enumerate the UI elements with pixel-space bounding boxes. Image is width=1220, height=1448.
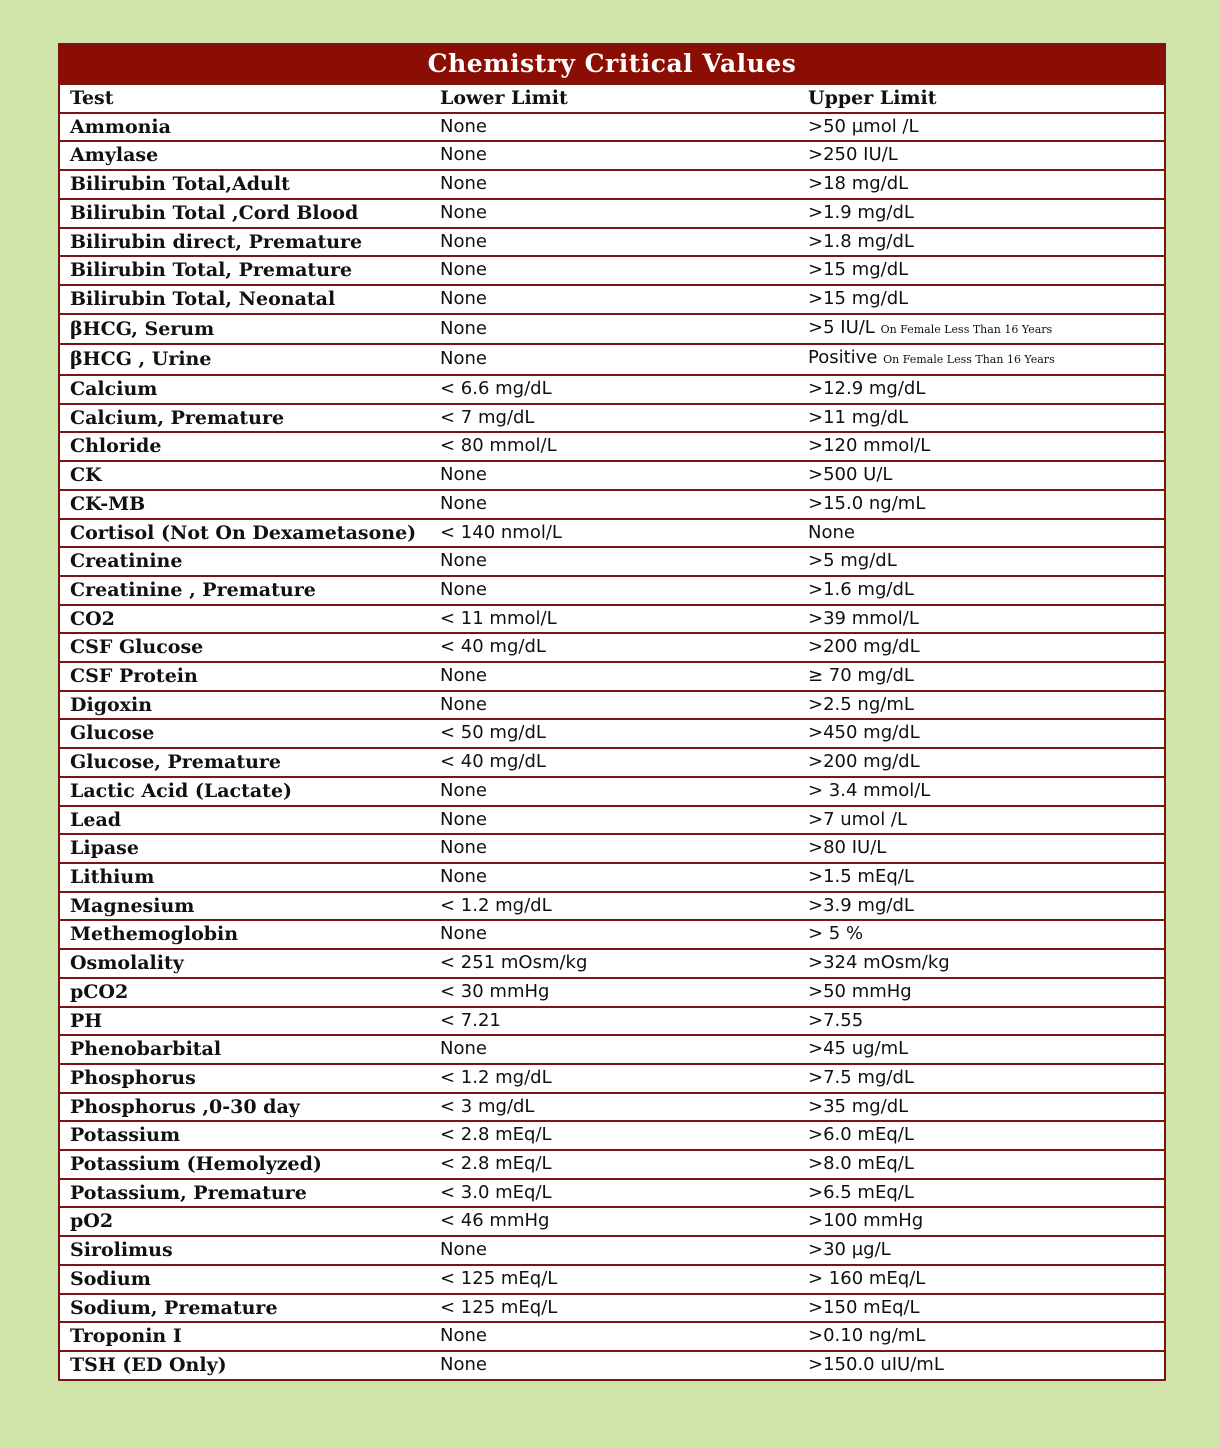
table-row	[60, 1007, 1164, 1036]
upper-limit-cell	[798, 633, 1164, 662]
lower-limit-cell: None	[430, 806, 798, 835]
table-row	[60, 863, 1164, 892]
lower-limit-cell: None	[430, 777, 798, 806]
upper-limit-cell	[798, 1179, 1164, 1208]
upper-limit-value: >7 umol /L	[808, 808, 908, 830]
lower-limit-cell: < 3.0 mEq/L	[430, 1179, 798, 1208]
lower-limit-cell: None	[430, 547, 798, 576]
upper-limit-value: > 5 %	[808, 923, 864, 945]
lower-limit-cell: None	[430, 1035, 798, 1064]
upper-limit-cell	[798, 719, 1164, 748]
lower-limit-cell: None	[430, 113, 798, 142]
lower-limit-cell: None	[430, 1322, 798, 1351]
table-row	[60, 344, 1164, 375]
upper-limit-cell	[798, 344, 1164, 375]
upper-limit-value: >15.0 ng/mL	[808, 492, 926, 514]
table-row	[60, 1093, 1164, 1122]
lower-limit-cell: None	[430, 170, 798, 199]
upper-limit-value: >35 mg/dL	[808, 1095, 909, 1117]
upper-limit-value: >2.5 ng/mL	[808, 693, 914, 715]
lower-limit-cell: None	[430, 1236, 798, 1265]
lower-limit-cell: None	[430, 228, 798, 257]
table-row	[60, 285, 1164, 314]
upper-limit-cell	[798, 1064, 1164, 1093]
test-name-cell: Potassium, Premature	[60, 1179, 430, 1208]
column-header-test: Test	[60, 84, 430, 113]
table-row	[60, 1207, 1164, 1236]
table-row	[60, 547, 1164, 576]
test-name-cell: Chloride	[60, 432, 430, 461]
test-name-cell: Glucose	[60, 719, 430, 748]
table-title: Chemistry Critical Values	[60, 45, 1164, 83]
upper-limit-value: >6.0 mEq/L	[808, 1124, 914, 1146]
upper-limit-cell	[798, 949, 1164, 978]
test-name-cell: TSH (ED Only)	[60, 1351, 430, 1379]
critical-values-sheet	[58, 43, 1166, 1381]
lower-limit-cell: None	[430, 691, 798, 720]
upper-limit-cell	[798, 1351, 1164, 1379]
table-row	[60, 662, 1164, 691]
test-name-cell: Calcium, Premature	[60, 404, 430, 433]
lower-limit-cell: < 40 mg/dL	[430, 633, 798, 662]
test-name-cell: PH	[60, 1007, 430, 1036]
upper-limit-cell	[798, 1265, 1164, 1294]
lower-limit-cell: < 11 mmol/L	[430, 605, 798, 634]
test-name-cell: Osmolality	[60, 949, 430, 978]
table-row	[60, 605, 1164, 634]
upper-limit-value: ≥ 70 mg/dL	[808, 665, 914, 687]
table-row	[60, 978, 1164, 1007]
lower-limit-cell: < 46 mmHg	[430, 1207, 798, 1236]
table-row	[60, 1236, 1164, 1265]
table-row	[60, 1265, 1164, 1294]
test-name-cell: Sodium	[60, 1265, 430, 1294]
lower-limit-cell: < 125 mEq/L	[430, 1265, 798, 1294]
upper-limit-value: >500 U/L	[808, 464, 893, 486]
upper-limit-value: >5 mg/dL	[808, 550, 897, 572]
lower-limit-cell: < 140 nmol/L	[430, 519, 798, 548]
upper-limit-value: >150 mEq/L	[808, 1296, 920, 1318]
table-row	[60, 199, 1164, 228]
test-name-cell: Digoxin	[60, 691, 430, 720]
table-row	[60, 1179, 1164, 1208]
test-name-cell: Troponin I	[60, 1322, 430, 1351]
test-name-cell: Magnesium	[60, 892, 430, 921]
test-name-cell: pO2	[60, 1207, 430, 1236]
upper-limit-cell	[798, 978, 1164, 1007]
test-name-cell: Lead	[60, 806, 430, 835]
test-name-cell: βHCG , Urine	[60, 344, 430, 375]
table-row	[60, 576, 1164, 605]
lower-limit-cell: < 50 mg/dL	[430, 719, 798, 748]
table-row	[60, 228, 1164, 257]
upper-limit-value: >30 µg/L	[808, 1239, 891, 1261]
upper-limit-cell	[798, 375, 1164, 404]
table-row	[60, 1035, 1164, 1064]
test-name-cell: Bilirubin Total, Premature	[60, 256, 430, 285]
lower-limit-cell: < 40 mg/dL	[430, 748, 798, 777]
test-name-cell: CO2	[60, 605, 430, 634]
table-row	[60, 1294, 1164, 1323]
lower-limit-cell: None	[430, 199, 798, 228]
upper-limit-cell	[798, 748, 1164, 777]
test-name-cell: Methemoglobin	[60, 920, 430, 949]
upper-limit-value: Positive	[808, 347, 878, 369]
upper-limit-cell	[798, 490, 1164, 519]
upper-limit-cell	[798, 314, 1164, 345]
table-row	[60, 404, 1164, 433]
lower-limit-cell: < 80 mmol/L	[430, 432, 798, 461]
upper-limit-value: >7.5 mg/dL	[808, 1066, 914, 1088]
upper-limit-cell	[798, 777, 1164, 806]
upper-limit-cell	[798, 519, 1164, 548]
test-name-cell: Ammonia	[60, 113, 430, 142]
upper-limit-value: >450 mg/dL	[808, 722, 920, 744]
upper-limit-cell	[798, 806, 1164, 835]
upper-limit-value: >200 mg/dL	[808, 636, 920, 658]
upper-limit-cell	[798, 834, 1164, 863]
upper-limit-cell	[798, 662, 1164, 691]
table-row	[60, 633, 1164, 662]
lower-limit-cell: None	[430, 285, 798, 314]
test-name-cell: Lipase	[60, 834, 430, 863]
test-name-cell: Creatinine	[60, 547, 430, 576]
table-row	[60, 806, 1164, 835]
lower-limit-cell: None	[430, 344, 798, 375]
upper-limit-cell	[798, 605, 1164, 634]
test-name-cell: Phosphorus	[60, 1064, 430, 1093]
upper-limit-value: >11 mg/dL	[808, 406, 909, 428]
upper-limit-cell	[798, 256, 1164, 285]
upper-limit-value: >12.9 mg/dL	[808, 378, 926, 400]
test-name-cell: pCO2	[60, 978, 430, 1007]
upper-limit-value: >39 mmol/L	[808, 607, 919, 629]
table-row	[60, 1121, 1164, 1150]
lower-limit-cell: < 2.8 mEq/L	[430, 1150, 798, 1179]
test-name-cell: CK	[60, 461, 430, 490]
lower-limit-cell: < 1.2 mg/dL	[430, 1064, 798, 1093]
test-name-cell: Amylase	[60, 141, 430, 170]
upper-limit-value: >250 IU/L	[808, 144, 898, 166]
lower-limit-cell: < 125 mEq/L	[430, 1294, 798, 1323]
upper-limit-value: >8.0 mEq/L	[808, 1153, 914, 1175]
lower-limit-cell: < 2.8 mEq/L	[430, 1121, 798, 1150]
table-row	[60, 141, 1164, 170]
column-header-upper-limit: Upper Limit	[798, 84, 1164, 113]
upper-limit-cell	[798, 199, 1164, 228]
upper-limit-cell	[798, 1007, 1164, 1036]
upper-limit-value: >45 ug/mL	[808, 1038, 909, 1060]
upper-limit-cell	[798, 1322, 1164, 1351]
lower-limit-cell: < 7 mg/dL	[430, 404, 798, 433]
table-row	[60, 461, 1164, 490]
upper-limit-cell	[798, 920, 1164, 949]
table-row	[60, 113, 1164, 142]
upper-limit-value: >100 mmHg	[808, 1210, 924, 1232]
lower-limit-cell: None	[430, 141, 798, 170]
lower-limit-cell: None	[430, 920, 798, 949]
upper-limit-value: >80 IU/L	[808, 837, 887, 859]
upper-limit-cell	[798, 892, 1164, 921]
lower-limit-cell: None	[430, 662, 798, 691]
upper-limit-value: >6.5 mEq/L	[808, 1181, 914, 1203]
table-row	[60, 519, 1164, 548]
lower-limit-cell: < 1.2 mg/dL	[430, 892, 798, 921]
upper-limit-cell	[798, 1121, 1164, 1150]
lower-limit-cell: < 7.21	[430, 1007, 798, 1036]
test-name-cell: Calcium	[60, 375, 430, 404]
table-row	[60, 256, 1164, 285]
upper-limit-cell	[798, 1093, 1164, 1122]
upper-limit-value: >200 mg/dL	[808, 751, 920, 773]
table-row	[60, 777, 1164, 806]
upper-limit-value: >0.10 ng/mL	[808, 1325, 926, 1347]
upper-limit-cell	[798, 1294, 1164, 1323]
upper-limit-cell	[798, 404, 1164, 433]
lower-limit-cell: None	[430, 834, 798, 863]
test-name-cell: Lithium	[60, 863, 430, 892]
upper-limit-value: >1.9 mg/dL	[808, 201, 914, 223]
lower-limit-cell: None	[430, 314, 798, 345]
table-row	[60, 719, 1164, 748]
table-row	[60, 949, 1164, 978]
table-row	[60, 748, 1164, 777]
upper-limit-cell	[798, 1207, 1164, 1236]
upper-limit-cell	[798, 1035, 1164, 1064]
lower-limit-cell: None	[430, 256, 798, 285]
upper-limit-value: >15 mg/dL	[808, 259, 909, 281]
upper-limit-value: >1.8 mg/dL	[808, 230, 914, 252]
upper-limit-cell	[798, 170, 1164, 199]
lower-limit-cell: None	[430, 863, 798, 892]
upper-limit-value: >15 mg/dL	[808, 287, 909, 309]
upper-limit-value: >5 IU/L	[808, 316, 875, 338]
upper-limit-note: On Female Less Than 16 Years	[880, 322, 1053, 336]
upper-limit-value: >3.9 mg/dL	[808, 894, 914, 916]
upper-limit-cell	[798, 691, 1164, 720]
table-row	[60, 1322, 1164, 1351]
upper-limit-cell	[798, 547, 1164, 576]
table-row	[60, 1351, 1164, 1379]
lower-limit-cell: < 251 mOsm/kg	[430, 949, 798, 978]
table-row	[60, 1150, 1164, 1179]
upper-limit-cell	[798, 113, 1164, 142]
table-row	[60, 892, 1164, 921]
test-name-cell: Lactic Acid (Lactate)	[60, 777, 430, 806]
upper-limit-value: >150.0 uIU/mL	[808, 1353, 944, 1375]
test-name-cell: βHCG, Serum	[60, 314, 430, 345]
test-name-cell: CSF Protein	[60, 662, 430, 691]
test-name-cell: CSF Glucose	[60, 633, 430, 662]
test-name-cell: Potassium (Hemolyzed)	[60, 1150, 430, 1179]
table-row	[60, 375, 1164, 404]
lower-limit-cell: < 30 mmHg	[430, 978, 798, 1007]
test-name-cell: Phenobarbital	[60, 1035, 430, 1064]
upper-limit-cell	[798, 432, 1164, 461]
upper-limit-value: >1.6 mg/dL	[808, 578, 914, 600]
lower-limit-cell: None	[430, 461, 798, 490]
table-body	[60, 113, 1164, 1379]
critical-values-table	[60, 83, 1164, 1379]
table-row	[60, 1064, 1164, 1093]
table-row	[60, 314, 1164, 345]
upper-limit-note: On Female Less Than 16 Years	[883, 353, 1055, 367]
header-row	[60, 84, 1164, 113]
upper-limit-cell	[798, 141, 1164, 170]
test-name-cell: Sodium, Premature	[60, 1294, 430, 1323]
table-row	[60, 432, 1164, 461]
test-name-cell: Phosphorus ,0-30 day	[60, 1093, 430, 1122]
lower-limit-cell: None	[430, 1351, 798, 1379]
test-name-cell: Cortisol (Not On Dexametasone)	[60, 519, 430, 548]
upper-limit-cell	[798, 228, 1164, 257]
test-name-cell: Bilirubin Total ,Cord Blood	[60, 199, 430, 228]
upper-limit-value: > 160 mEq/L	[808, 1267, 926, 1289]
test-name-cell: Sirolimus	[60, 1236, 430, 1265]
table-row	[60, 920, 1164, 949]
test-name-cell: CK-MB	[60, 490, 430, 519]
upper-limit-value: >18 mg/dL	[808, 173, 909, 195]
test-name-cell: Bilirubin Total,Adult	[60, 170, 430, 199]
table-row	[60, 834, 1164, 863]
upper-limit-cell	[798, 461, 1164, 490]
upper-limit-cell	[798, 576, 1164, 605]
lower-limit-cell: < 6.6 mg/dL	[430, 375, 798, 404]
upper-limit-value: >50 mmHg	[808, 980, 912, 1002]
test-name-cell: Bilirubin direct, Premature	[60, 228, 430, 257]
upper-limit-value: >50 µmol /L	[808, 115, 919, 137]
test-name-cell: Glucose, Premature	[60, 748, 430, 777]
lower-limit-cell: < 3 mg/dL	[430, 1093, 798, 1122]
upper-limit-value: >324 mOsm/kg	[808, 952, 950, 974]
test-name-cell: Bilirubin Total, Neonatal	[60, 285, 430, 314]
table-row	[60, 691, 1164, 720]
test-name-cell: Creatinine , Premature	[60, 576, 430, 605]
upper-limit-cell	[798, 285, 1164, 314]
table-row	[60, 490, 1164, 519]
lower-limit-cell: None	[430, 490, 798, 519]
upper-limit-cell	[798, 863, 1164, 892]
upper-limit-value: >120 mmol/L	[808, 435, 931, 457]
upper-limit-value: > 3.4 mmol/L	[808, 779, 931, 801]
lower-limit-cell: None	[430, 576, 798, 605]
upper-limit-cell	[798, 1236, 1164, 1265]
table-row	[60, 170, 1164, 199]
upper-limit-value: >1.5 mEq/L	[808, 865, 914, 887]
upper-limit-value: >7.55	[808, 1009, 864, 1031]
upper-limit-cell	[798, 1150, 1164, 1179]
test-name-cell: Potassium	[60, 1121, 430, 1150]
column-header-lower-limit: Lower Limit	[430, 84, 798, 113]
upper-limit-value: None	[808, 521, 855, 543]
